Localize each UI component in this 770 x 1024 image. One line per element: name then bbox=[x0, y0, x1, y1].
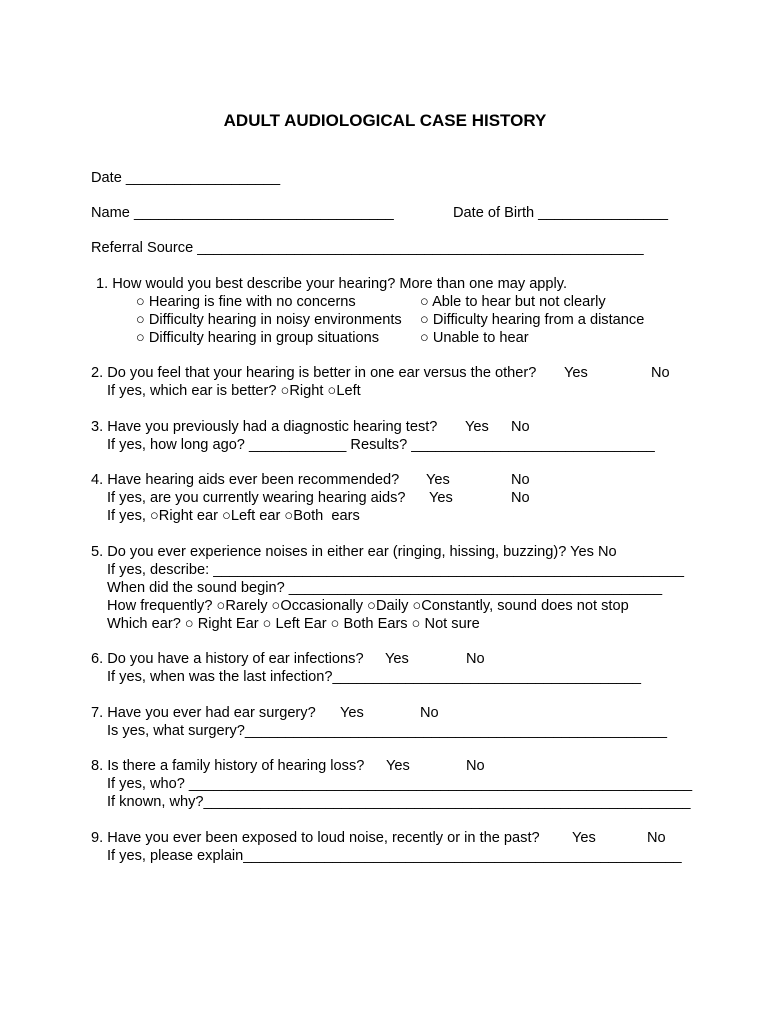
question-6: 6. Do you have a history of ear infections? bbox=[91, 651, 364, 667]
q4-currently-wearing: If yes, are you currently wearing hearing aids? bbox=[107, 490, 406, 506]
question-7: 7. Have you ever had ear surgery? bbox=[91, 705, 316, 721]
date-of-birth-field[interactable]: Date of Birth ________________ bbox=[453, 205, 669, 221]
question-4: 4. Have hearing aids ever been recommended? bbox=[91, 472, 400, 488]
q1-option-unable[interactable]: ○ Unable to hear bbox=[420, 330, 529, 346]
q5-sound-begin-field[interactable]: When did the sound begin? ______________________________________________ bbox=[107, 580, 663, 596]
q9-no-option[interactable]: No bbox=[647, 830, 666, 846]
q1-option-distance[interactable]: ○ Difficulty hearing from a distance bbox=[420, 312, 645, 328]
q5-describe-field[interactable]: If yes, describe: __________________________________________________________ bbox=[107, 562, 685, 578]
page-title: ADULT AUDIOLOGICAL CASE HISTORY bbox=[223, 111, 547, 130]
q1-option-group[interactable]: ○ Difficulty hearing in group situations bbox=[136, 330, 379, 346]
q9-explain-field[interactable]: If yes, please explain______________________________________________________ bbox=[107, 848, 682, 864]
q4-yes-option[interactable]: Yes bbox=[426, 472, 450, 488]
question-9: 9. Have you ever been exposed to loud noise, recently or in the past? bbox=[91, 830, 540, 846]
q8-yes-option[interactable]: Yes bbox=[386, 758, 410, 774]
q6-last-infection-field[interactable]: If yes, when was the last infection?______________________________________ bbox=[107, 669, 641, 685]
question-2: 2. Do you feel that your hearing is better in one ear versus the other? bbox=[91, 365, 537, 381]
q6-yes-option[interactable]: Yes bbox=[385, 651, 409, 667]
q4-which-ear[interactable]: If yes, ○Right ear ○Left ear ○Both ears bbox=[107, 508, 360, 524]
q5-frequency-options[interactable]: How frequently? ○Rarely ○Occasionally ○Daily ○Constantly, sound does not stop bbox=[107, 598, 629, 614]
q4-wearing-yes-option[interactable]: Yes bbox=[429, 490, 453, 506]
q7-what-surgery-field[interactable]: Is yes, what surgery?____________________________________________________ bbox=[107, 723, 667, 739]
q9-yes-option[interactable]: Yes bbox=[572, 830, 596, 846]
question-3: 3. Have you previously had a diagnostic hearing test? bbox=[91, 419, 438, 435]
question-5: 5. Do you ever experience noises in either ear (ringing, hissing, buzzing)? Yes No bbox=[91, 544, 617, 560]
question-8: 8. Is there a family history of hearing loss? bbox=[91, 758, 365, 774]
q1-option-fine[interactable]: ○ Hearing is fine with no concerns bbox=[136, 294, 356, 310]
question-1: 1. How would you best describe your hearing? More than one may apply. bbox=[96, 276, 568, 292]
q1-option-not-clearly[interactable]: ○ Able to hear but not clearly bbox=[420, 294, 606, 310]
q7-no-option[interactable]: No bbox=[420, 705, 439, 721]
q3-yes-option[interactable]: Yes bbox=[465, 419, 489, 435]
date-field[interactable]: Date ___________________ bbox=[91, 170, 281, 186]
q3-how-long-field[interactable]: If yes, how long ago? ____________ Results? ______________________________ bbox=[107, 437, 655, 453]
q6-no-option[interactable]: No bbox=[466, 651, 485, 667]
q2-no-option[interactable]: No bbox=[651, 365, 670, 381]
q3-no-option[interactable]: No bbox=[511, 419, 530, 435]
q1-option-noisy[interactable]: ○ Difficulty hearing in noisy environments bbox=[136, 312, 402, 328]
q4-no-option[interactable]: No bbox=[511, 472, 530, 488]
referral-source-field[interactable]: Referral Source _______________________________________________________ bbox=[91, 240, 644, 256]
name-field[interactable]: Name ________________________________ bbox=[91, 205, 394, 221]
q2-yes-option[interactable]: Yes bbox=[564, 365, 588, 381]
q8-who-field[interactable]: If yes, who? ______________________________________________________________ bbox=[107, 776, 693, 792]
q5-which-ear-options[interactable]: Which ear? ○ Right Ear ○ Left Ear ○ Both Ears ○ Not sure bbox=[107, 616, 480, 632]
q8-why-field[interactable]: If known, why?____________________________________________________________ bbox=[107, 794, 691, 810]
q8-no-option[interactable]: No bbox=[466, 758, 485, 774]
q4-wearing-no-option[interactable]: No bbox=[511, 490, 530, 506]
q2-which-ear[interactable]: If yes, which ear is better? ○Right ○Left bbox=[107, 383, 361, 399]
q7-yes-option[interactable]: Yes bbox=[340, 705, 364, 721]
